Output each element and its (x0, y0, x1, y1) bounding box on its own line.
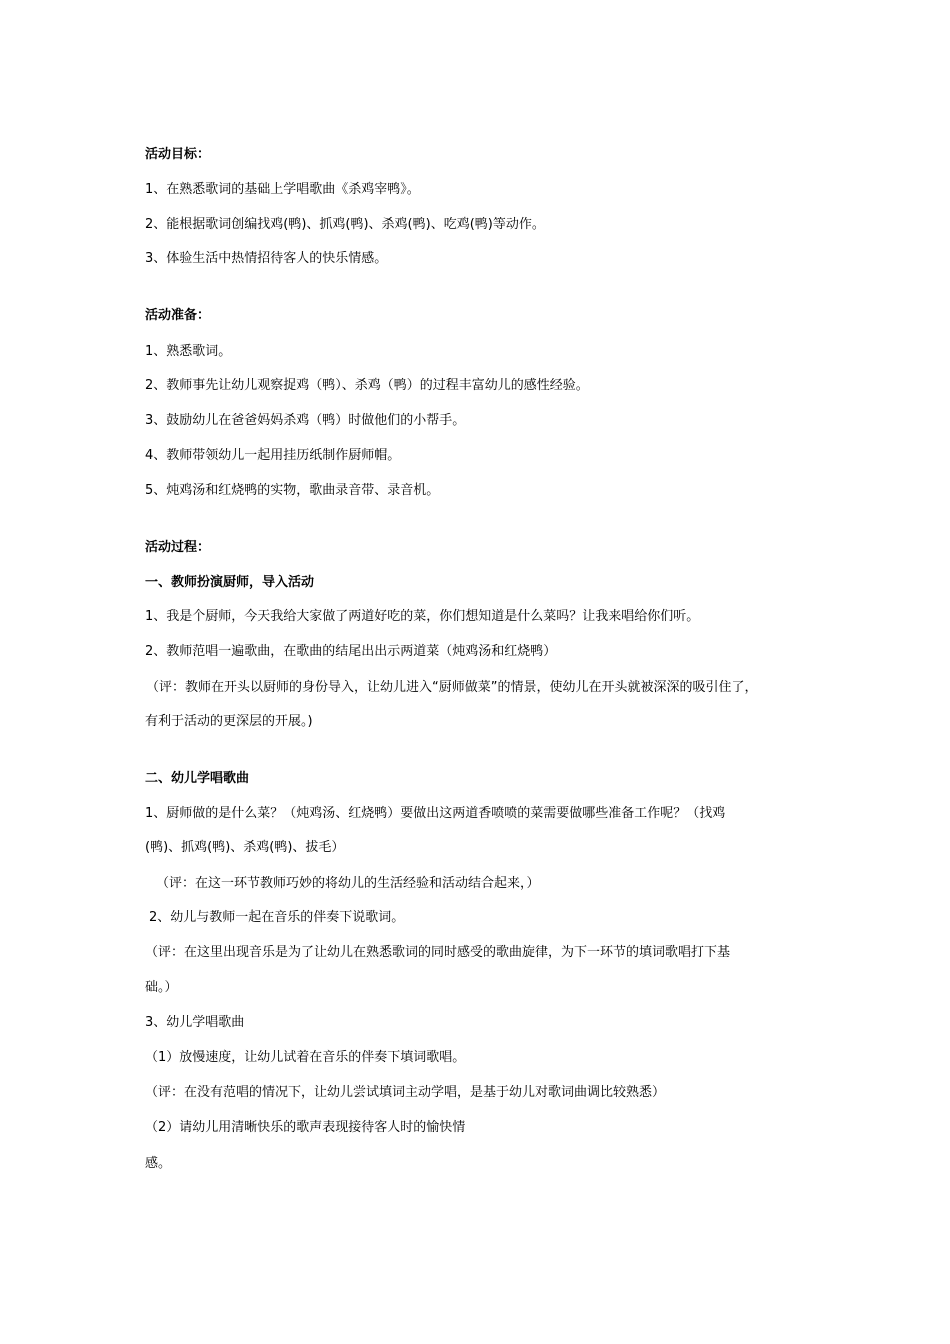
section-heading-preparation: 活动准备： (145, 308, 211, 323)
process-line: (鸭)、抓鸡(鸭)、杀鸡(鸭)、拔毛） (145, 840, 345, 855)
subsection-heading: 二、幼儿学唱歌曲 (145, 771, 250, 786)
subsection-heading: 一、教师扮演厨师，导入活动 (145, 575, 315, 590)
process-line: （1）放慢速度，让幼儿试着在音乐的伴奏下填词歌唱。 (145, 1050, 466, 1065)
process-line: 1、厨师做的是什么菜？（炖鸡汤、红烧鸭）要做出这两道香喷喷的菜需要做哪些准备工作呢？（找鸡 (145, 806, 726, 821)
process-line: （2）请幼儿用清晰快乐的歌声表现接待客人时的愉快情 (145, 1120, 466, 1135)
goal-item: 2、能根据歌词创编找鸡(鸭)、抓鸡(鸭)、杀鸡(鸭)、吃鸡(鸭)等动作。 (145, 217, 545, 232)
process-line: 感。 (145, 1156, 172, 1171)
comment-line: （评：在没有范唱的情况下，让幼儿尝试填词主动学唱，是基于幼儿对歌词曲调比较熟悉） (145, 1085, 666, 1100)
comment-line: （评：在这里出现音乐是为了让幼儿在熟悉歌词的同时感受的歌曲旋律，为下一环节的填词歌唱打下基 (145, 945, 731, 960)
process-line: 2、教师范唱一遍歌曲，在歌曲的结尾出出示两道菜（炖鸡汤和红烧鸭） (145, 644, 557, 659)
process-line: 2、幼儿与教师一起在音乐的伴奏下说歌词。 (149, 910, 405, 925)
process-line: 1、我是个厨师，今天我给大家做了两道好吃的菜，你们想知道是什么菜吗？让我来唱给你们听。 (145, 609, 700, 624)
process-line: 3、幼儿学唱歌曲 (145, 1015, 245, 1030)
goal-item: 1、在熟悉歌词的基础上学唱歌曲《杀鸡宰鸭》。 (145, 182, 420, 197)
preparation-item: 3、鼓励幼儿在爸爸妈妈杀鸡（鸭）时做他们的小帮手。 (145, 413, 466, 428)
comment-line: （评：在这一环节教师巧妙的将幼儿的生活经验和活动结合起来，） (156, 876, 540, 891)
preparation-item: 1、熟悉歌词。 (145, 344, 232, 359)
preparation-item: 2、教师事先让幼儿观察捉鸡（鸭）、杀鸡（鸭）的过程丰富幼儿的感性经验。 (145, 378, 589, 393)
preparation-item: 5、炖鸡汤和红烧鸭的实物，歌曲录音带、录音机。 (145, 483, 440, 498)
section-heading-goals: 活动目标： (145, 147, 211, 162)
comment-line: （评：教师在开头以厨师的身份导入，让幼儿进入“厨师做菜”的情景，使幼儿在开头就被深深的吸引住了， (146, 680, 758, 695)
goal-item: 3、体验生活中热情招待客人的快乐情感。 (145, 251, 388, 266)
comment-line: 础。） (145, 980, 178, 995)
section-heading-process: 活动过程： (145, 540, 211, 555)
preparation-item: 4、教师带领幼儿一起用挂历纸制作厨师帽。 (145, 448, 401, 463)
comment-line: 有利于活动的更深层的开展。) (145, 714, 313, 729)
